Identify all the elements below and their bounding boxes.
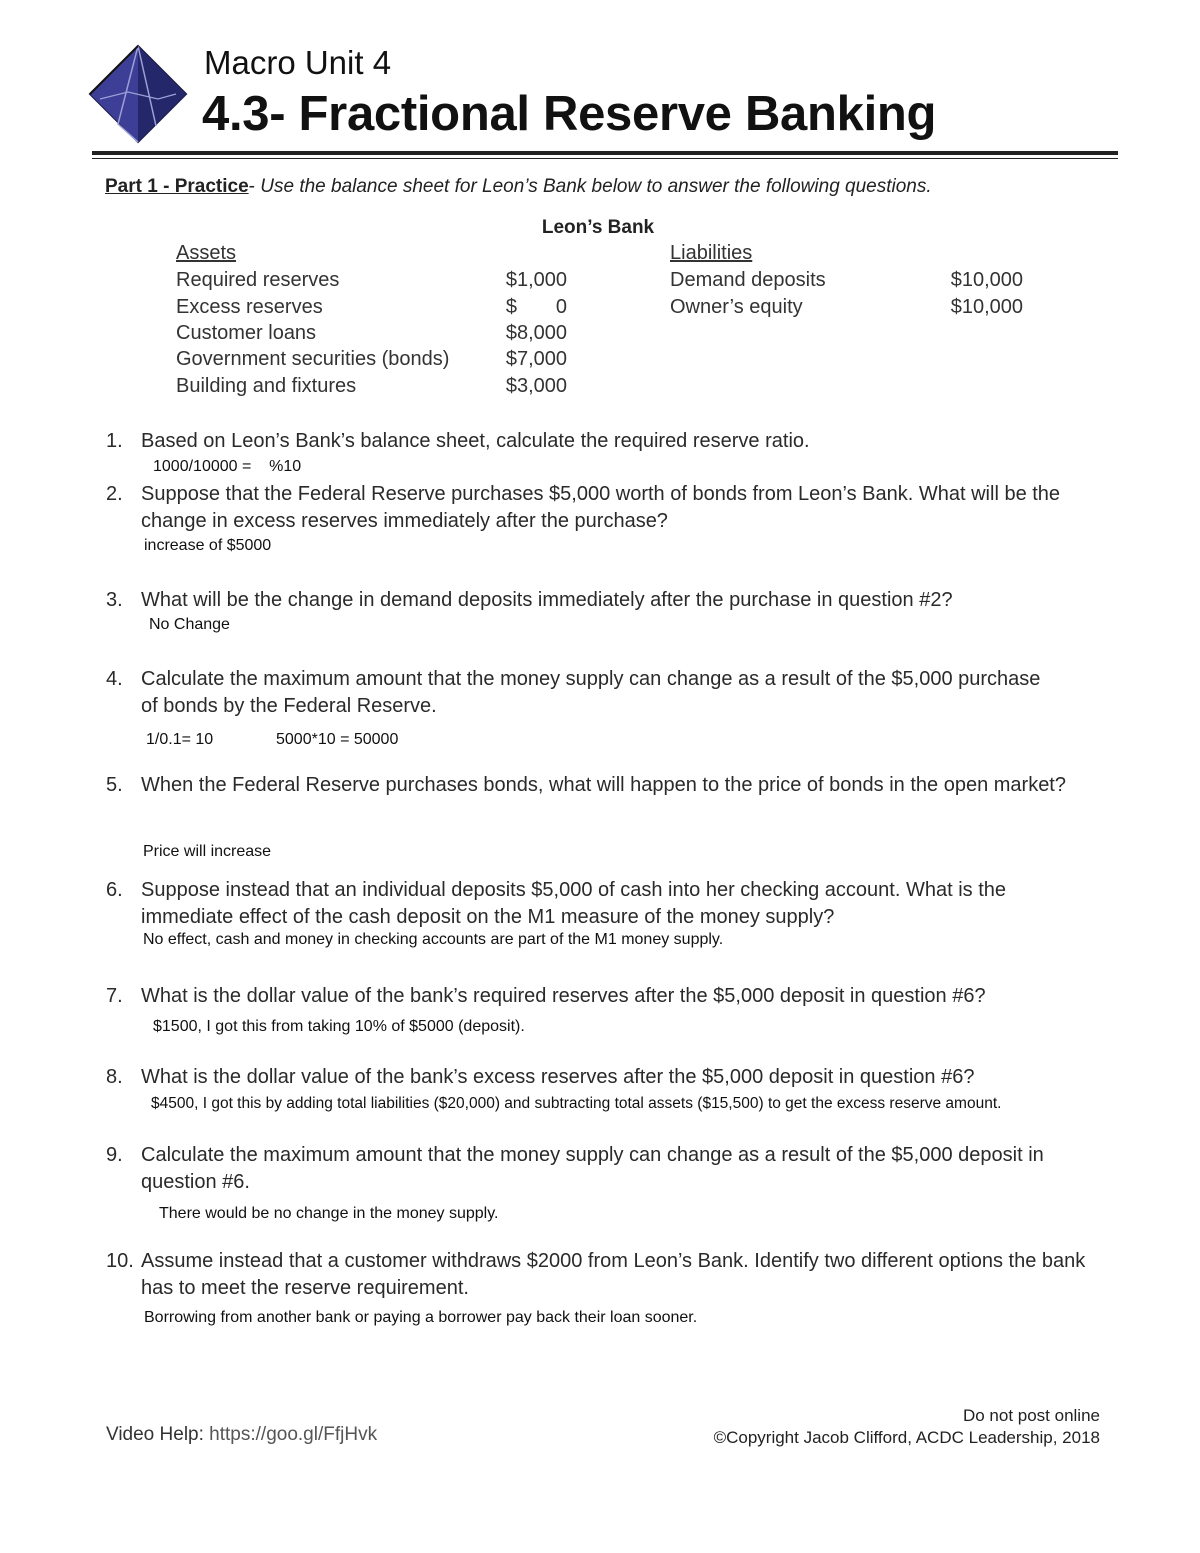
question-text: What will be the change in demand deposits immediately after the purchase in question #2? xyxy=(141,589,953,611)
asset-label: Excess reserves xyxy=(176,296,323,318)
asset-amount: $ 0 xyxy=(505,296,567,318)
question-number: 6. xyxy=(106,879,123,901)
question-text: Assume instead that a customer withdraws $2000 from Leon’s Bank. Identify two different options the bank has to meet the reserve requirement. xyxy=(141,1250,1086,1299)
answer-4b: 5000*10 = 50000 xyxy=(276,731,399,748)
do-not-post-notice: Do not post online xyxy=(962,1406,1100,1425)
question-text: Suppose instead that an individual deposits $5,000 of cash into her checking account. What is the immediate effect of the cash deposit on the M1 measure of the money supply? xyxy=(141,879,1006,928)
answer-1: 1000/10000 = %10 xyxy=(153,458,302,475)
question-number: 5. xyxy=(106,774,123,796)
part1-dash: - xyxy=(248,176,255,197)
part1-label: Part 1 - Practice xyxy=(105,176,249,197)
asset-amount: $8,000 xyxy=(505,322,567,344)
answer-10: Borrowing from another bank or paying a borrower pay back their loan sooner. xyxy=(144,1309,698,1326)
question-number: 9. xyxy=(106,1144,123,1166)
header-divider xyxy=(92,151,1118,155)
copyright: ©Copyright Jacob Clifford, ACDC Leadership, 2018 xyxy=(713,1428,1100,1447)
asset-label: Government securities (bonds) xyxy=(176,348,450,370)
asset-label: Building and fixtures xyxy=(176,375,357,397)
video-help xyxy=(106,1424,377,1446)
liability-label: Owner’s equity xyxy=(670,296,803,318)
question-text: What is the dollar value of the bank’s required reserves after the $5,000 deposit in question #6? xyxy=(141,985,986,1007)
question-number: 3. xyxy=(106,589,123,611)
assets-header: Assets xyxy=(176,242,237,264)
answer-9: There would be no change in the money supply. xyxy=(159,1205,499,1222)
answer-4a: 1/0.1= 10 xyxy=(146,731,214,748)
asset-label: Customer loans xyxy=(176,322,317,344)
asset-amount: $7,000 xyxy=(505,348,567,370)
bank-name: Leon’s Bank xyxy=(541,217,655,238)
answer-8: $4500, I got this by adding total liabilities ($20,000) and subtracting total assets ($15,500) to get the excess reserve amount. xyxy=(151,1095,1002,1112)
question-text: What is the dollar value of the bank’s excess reserves after the $5,000 deposit in question #6? xyxy=(141,1066,975,1088)
question-text: Calculate the maximum amount that the money supply can change as a result of the $5,000 deposit in question #6. xyxy=(141,1144,1044,1193)
header-divider-thin xyxy=(92,158,1118,159)
question-number: 8. xyxy=(106,1066,123,1088)
question-number: 1. xyxy=(106,430,123,452)
video-help-label: Video Help: xyxy=(106,1424,210,1445)
question-text: Calculate the maximum amount that the money supply can change as a result of the $5,000 purchase of bonds by the Federal Reserve. xyxy=(141,668,1041,717)
question-number: 2. xyxy=(106,483,123,505)
liability-amount: $10,000 xyxy=(950,296,1023,318)
unit-title: Macro Unit 4 xyxy=(204,44,392,81)
question-number: 7. xyxy=(106,985,123,1007)
asset-label: Required reserves xyxy=(176,269,340,291)
answer-7: $1500, I got this from taking 10% of $5000 (deposit). xyxy=(153,1018,525,1035)
liabilities-header: Liabilities xyxy=(670,242,753,264)
question-number: 4. xyxy=(106,668,123,690)
question-text: Suppose that the Federal Reserve purchases $5,000 worth of bonds from Leon’s Bank. What will be the change in excess reserves immediately after the purchase? xyxy=(141,483,1061,532)
part1-instruction xyxy=(105,176,932,198)
asset-amount: $1,000 xyxy=(505,269,567,291)
question-text: When the Federal Reserve purchases bonds, what will happen to the price of bonds in the open market? xyxy=(141,774,1066,796)
answer-2: increase of $5000 xyxy=(144,537,272,554)
page-title: 4.3- Fractional Reserve Banking xyxy=(202,87,937,141)
question-text: Based on Leon’s Bank’s balance sheet, calculate the required reserve ratio. xyxy=(141,430,810,452)
pyramid-logo-icon xyxy=(88,44,188,144)
liability-label: Demand deposits xyxy=(670,269,826,291)
answer-3: No Change xyxy=(149,616,230,633)
answer-6: No effect, cash and money in checking accounts are part of the M1 money supply. xyxy=(143,931,724,948)
liability-amount: $10,000 xyxy=(950,269,1023,291)
question-number: 10. xyxy=(106,1250,134,1272)
answer-5: Price will increase xyxy=(143,843,272,860)
video-help-link[interactable]: https://goo.gl/FfjHvk xyxy=(209,1424,378,1445)
asset-amount: $3,000 xyxy=(505,375,567,397)
part1-text: Use the balance sheet for Leon’s Bank below to answer the following questions. xyxy=(254,176,932,197)
